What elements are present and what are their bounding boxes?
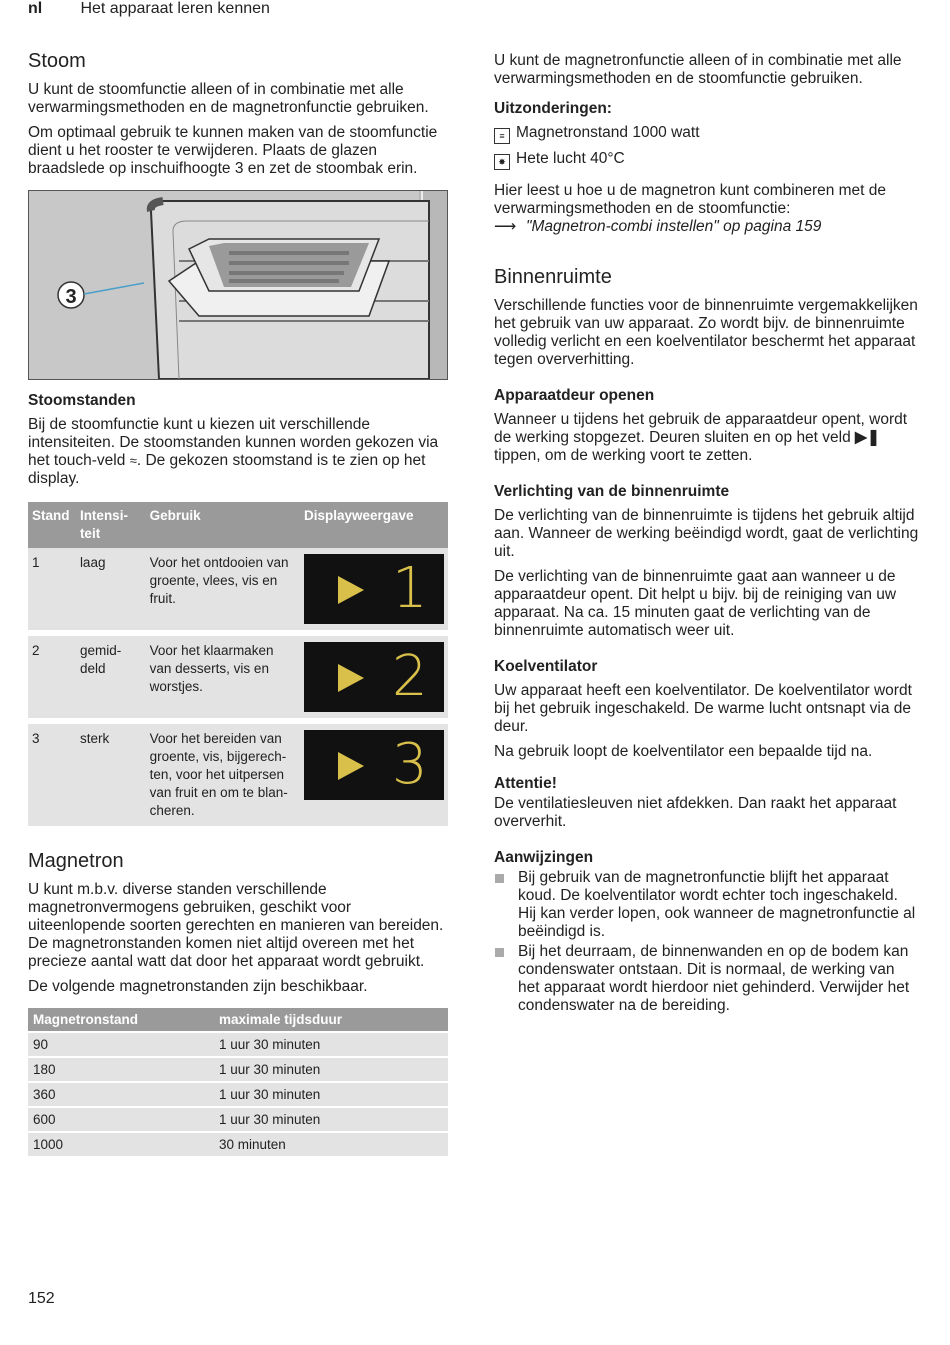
combine-link[interactable]: ⟶ "Magnetron-combi instellen" op pagina 159 <box>494 218 822 235</box>
right-column <box>494 50 919 1017</box>
table-row: 600 1 uur 30 minuten <box>28 1108 448 1131</box>
lighting-paragraph-1: De verlichting van de binnenruimte is tijdens het gebruik altijd aan. Wanneer de werking beëindigd wordt, gaat de verlichting uit. <box>494 507 919 560</box>
page-number: 152 <box>28 1290 55 1307</box>
bullet-icon <box>495 948 504 957</box>
oven-illustration <box>28 190 448 380</box>
start-pause-icon: ▶❚ <box>855 429 880 446</box>
rack-level-callout: 3 <box>65 286 77 308</box>
table-row: 2 gemid-deld Voor het klaarmaken van desserts, vis en worstjes. 2 <box>28 636 448 718</box>
exceptions-heading: Uitzonderingen: <box>494 100 612 117</box>
display-preview: 3 <box>304 730 444 800</box>
col-header-gebruik: Gebruik <box>146 502 300 548</box>
steam-levels-table <box>28 502 448 826</box>
lighting-heading: Verlichting van de binnenruimte <box>494 483 730 500</box>
table-row: 360 1 uur 30 minuten <box>28 1083 448 1106</box>
magnetron-paragraph-1: U kunt m.b.v. diverse standen verschillende magnetronvermogens gebruiken, geschikt voor uiteenlopende soorten gerechten en manieren van bereiden. De magnetronstanden komen niet altijd overeen met het precieze aantal watt dat door het apparaat wordt gebruikt. <box>28 881 444 970</box>
lighting-paragraph-2: De verlichting van de binnenruimte gaat aan wanneer u de apparaatdeur opent. Dit helpt u bijv. bij de reiniging van uw apparaat. Na ca. 15 minuten gaat de verlichting van de binnenruimte automatisch weer uit. <box>494 568 897 639</box>
display-preview: 2 <box>304 642 444 712</box>
microwave-levels-table <box>28 1006 448 1158</box>
combine-paragraph: Hier leest u hoe u de magnetron kunt combineren met de verwarmingsmethoden en de stoomfunctie: <box>494 182 887 217</box>
col-header-tijdsduur: maximale tijdsduur <box>214 1008 448 1031</box>
play-icon <box>338 576 364 604</box>
fan-icon: ✸ <box>494 154 510 170</box>
binnenruimte-heading: Binnenruimte <box>494 266 612 288</box>
fan-paragraph-2: Na gebruik loopt de koelventilator een bepaalde tijd na. <box>494 743 873 760</box>
list-item: Bij gebruik van de magnetronfunctie blijft het apparaat koud. De koelventilator wordt echter toch ingeschakeld. Hij kan verder lopen, ook wanneer de magnetronfunctie al beëindigd is. <box>494 869 919 941</box>
stoomstanden-heading: Stoomstanden <box>28 392 136 409</box>
magnetron-heading: Magnetron <box>28 850 124 872</box>
language-code: nl <box>28 0 43 17</box>
microwave-icon: ≡ <box>494 128 510 144</box>
door-heading: Apparaatdeur openen <box>494 387 655 404</box>
microwave-combo-paragraph: U kunt de magnetronfunctie alleen of in combinatie met alle verwarmingsmethoden en de stoomfunctie gebruiken. <box>494 52 902 87</box>
table-row: 3 sterk Voor het bereiden van groente, vis, bijgerech-ten, voor het uitpersen van fruit en om te blan-cheren. 3 <box>28 724 448 826</box>
stoomstanden-paragraph: Bij de stoomfunctie kunt u kiezen uit verschillende intensiteiten. De stoomstanden kunnen worden gekozen via het touch-veld ≈. De gekozen stoomstand is te zien op het display. <box>28 416 439 487</box>
col-header-magnetronstand: Magnetronstand <box>28 1008 214 1031</box>
page-header <box>28 0 270 18</box>
play-icon <box>338 664 364 692</box>
display-preview: 1 <box>304 554 444 624</box>
steam-touch-icon: ≈ <box>129 453 137 468</box>
section-title: Het apparaat leren kennen <box>80 0 270 17</box>
notes-heading: Aanwijzingen <box>494 849 594 866</box>
list-item: Bij het deurraam, de binnenwanden en op de bodem kan condenswater ontstaan. Dit is normaal, de werking van het apparaat wordt hierdoor niet gehinderd. Verwijder het condenswater na de bereiding. <box>494 943 919 1015</box>
warning-heading: Attentie! <box>494 775 557 792</box>
binnenruimte-paragraph: Verschillende functies voor de binnenruimte vergemakkelijken het gebruik van uw apparaat. Zo wordt bijv. de binnenruimte volledig verlicht en een koelventilator beschermt het apparaat tegen oververhitting. <box>494 297 918 368</box>
warning-paragraph: De ventilatiesleuven niet afdekken. Dan raakt het apparaat oververhit. <box>494 795 897 830</box>
table-row: 1000 30 minuten <box>28 1133 448 1156</box>
stoom-paragraph-1: U kunt de stoomfunctie alleen of in combinatie met alle verwarmingsmethoden en de magnetronfunctie gebruiken. <box>28 81 429 116</box>
col-header-displayweergave: Displayweergave <box>300 502 448 548</box>
fan-paragraph-1: Uw apparaat heeft een koelventilator. De koelventilator wordt bij het gebruik ingeschakeld. De warme lucht ontsnapt via de deur. <box>494 682 912 735</box>
stoom-heading: Stoom <box>28 50 86 72</box>
table-row: 180 1 uur 30 minuten <box>28 1058 448 1081</box>
play-icon <box>338 752 364 780</box>
oven-drawing <box>29 191 447 379</box>
col-header-stand: Stand <box>28 502 76 548</box>
bullet-icon <box>495 874 504 883</box>
exception-item: ✸ Hete lucht 40°C <box>494 150 919 170</box>
exception-item: ≡ Magnetronstand 1000 watt <box>494 124 919 144</box>
left-column <box>28 50 448 1158</box>
col-header-intensiteit: Intensi-teit <box>76 502 146 548</box>
table-row: 1 laag Voor het ontdooien van groente, vlees, vis en fruit. 1 <box>28 548 448 630</box>
stoom-paragraph-2: Om optimaal gebruik te kunnen maken van de stoomfunctie dient u het rooster te verwijderen. Plaats de glazen braadslede op inschuifhoogte 3 en zet de stoombak erin. <box>28 124 438 177</box>
table-row: 90 1 uur 30 minuten <box>28 1033 448 1056</box>
door-paragraph: Wanneer u tijdens het gebruik de apparaatdeur opent, wordt de werking stopgezet. Deuren sluiten en op het veld ▶❚ tippen, om de werking voort te zetten. <box>494 411 908 464</box>
fan-heading: Koelventilator <box>494 658 598 675</box>
arrow-right-icon: ⟶ <box>494 218 517 235</box>
magnetron-paragraph-2: De volgende magnetronstanden zijn beschikbaar. <box>28 978 368 995</box>
